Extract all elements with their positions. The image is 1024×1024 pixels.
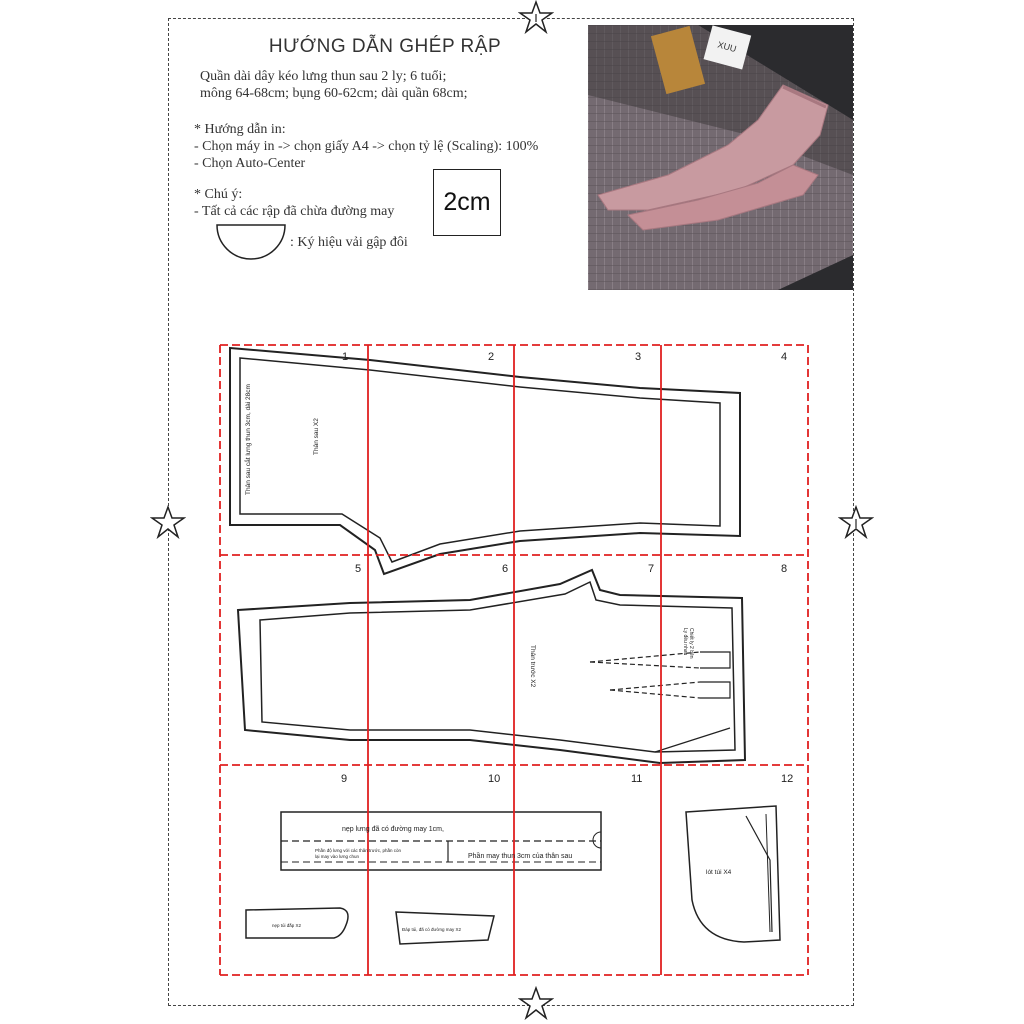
page-number: 2 <box>488 351 495 363</box>
page-number: 10 <box>488 773 501 785</box>
page-number: 7 <box>648 563 655 575</box>
pocket-lining-piece <box>686 806 780 942</box>
page-number: 6 <box>502 563 509 575</box>
page-number: 8 <box>781 563 788 575</box>
print-step: - Chọn máy in -> chọn giấy A4 -> chọn tỷ lệ (Scaling): 100% <box>194 139 539 154</box>
back-piece-side-label: Thân sau cắt lưng thun 3cm, dài 28cm <box>245 384 252 495</box>
back-piece-outline <box>230 348 740 574</box>
fold-symbol-label: : Ký hiệu vải gập đôi <box>290 235 408 250</box>
dart-label: Chiết ly 2 bên <box>688 628 694 659</box>
page-number: 3 <box>635 351 642 363</box>
back-piece-label: Thân sau X2 <box>313 418 320 455</box>
small-piece-2-label: Đáp túi, đã có đường may X2 <box>402 927 461 932</box>
page-number: 12 <box>781 773 794 785</box>
page-number: 11 <box>631 773 643 785</box>
scale-reference-box: 2cm <box>433 169 501 236</box>
page-title: HƯỚNG DẪN GHÉP RẬP <box>268 36 502 57</box>
print-step: - Chọn Auto-Center <box>194 156 306 171</box>
waistband-side-label: Phần độ lưng với các thân trước, phần còn <box>315 848 401 853</box>
description-line: Quần dài dây kéo lưng thun sau 2 ly; 6 tuổi; <box>200 69 447 84</box>
small-piece-1-label: nẹp túi đắp X2 <box>272 923 302 928</box>
print-heading: * Hướng dẫn in: <box>194 122 286 137</box>
description-line: mông 64-68cm; bụng 60-62cm; dài quần 68cm; <box>200 86 468 101</box>
note-line: - Tất cả các rập đã chừa đường may <box>194 204 395 219</box>
photo-tag-text: XUU <box>716 39 738 55</box>
page-number: 9 <box>341 773 348 785</box>
waistband-side-label: lại may vào lưng chun <box>315 854 360 859</box>
dart-label: Ly đều nhau <box>682 628 688 656</box>
waistband-elastic-label: Phần may thun 3cm của thân sau <box>468 853 573 860</box>
front-piece-label: Thân trước X2 <box>529 645 536 688</box>
front-darts <box>590 652 730 752</box>
page-number: 1 <box>342 351 349 363</box>
note-heading: * Chú ý: <box>194 187 243 202</box>
front-piece-seamline <box>260 582 735 752</box>
waistband-label: nẹp lưng đã có đường may 1cm, <box>342 826 444 833</box>
front-piece-outline <box>238 570 745 763</box>
page-number: 4 <box>781 351 788 363</box>
page-number: 5 <box>355 563 362 575</box>
pocket-lining-label: lót túi X4 <box>706 869 732 876</box>
